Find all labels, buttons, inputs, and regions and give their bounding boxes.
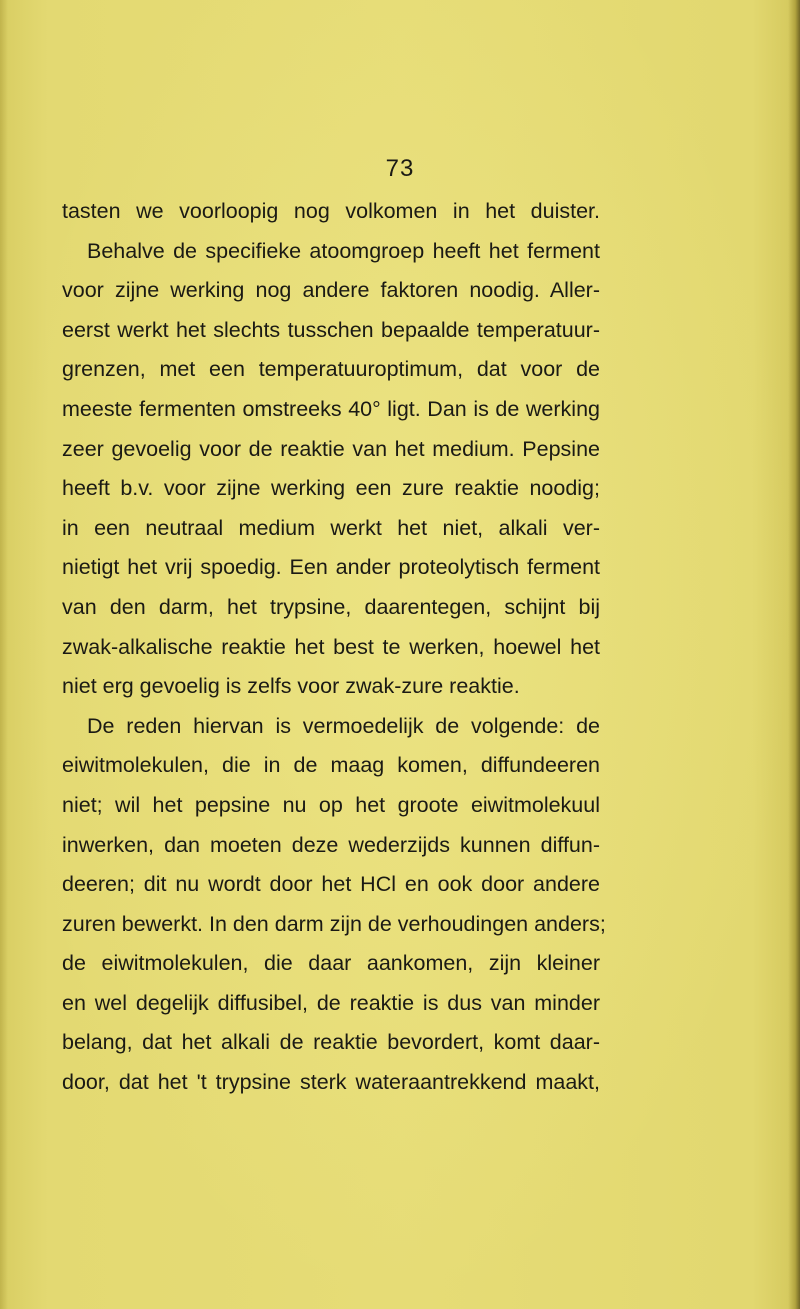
text-line: meeste fermenten omstreeks 40° ligt. Dan is de werking [62,396,600,421]
text-line: door, dat het 't trypsine sterk wateraantrekkend maakt, [62,1070,600,1095]
text-line: in een neutraal medium werkt het niet, alkali ver- [62,515,600,540]
text-line: nietigt het vrij spoedig. Een ander proteolytisch ferment [62,555,600,580]
text-line: grenzen, met een temperatuuroptimum, dat voor de [62,357,600,382]
page-right-edge [788,0,800,1309]
text-line: niet; wil het pepsine nu op het groote eiwitmolekuul [62,792,600,817]
text-line: zeer gevoelig voor de reaktie van het medium. Pepsine [62,436,600,461]
text-line: eiwitmolekulen, die in de maag komen, diffundeeren [62,753,600,778]
page-left-edge [0,0,8,1309]
text-line: heeft b.v. voor zijne werking een zure reaktie noodig; [62,476,600,501]
text-line: voor zijne werking nog andere faktoren noodig. Aller- [62,278,600,303]
text-line: niet erg gevoelig is zelfs voor zwak-zure reaktie. [62,674,520,699]
text-line: zuren bewerkt. In den darm zijn de verhoudingen anders; [62,911,606,936]
text-line: van den darm, het trypsine, daarentegen, schijnt bij [62,594,600,619]
text-line: eerst werkt het slechts tusschen bepaalde temperatuur- [62,317,600,342]
text-line: belang, dat het alkali de reaktie bevordert, komt daar- [62,1030,600,1055]
body-text [62,192,606,1103]
text-line: De reden hiervan is vermoedelijk de volgende: de [87,713,600,738]
text-line: tasten we voorloopig nog volkomen in het duister. [62,199,600,223]
text-line: Behalve de specifieke atoomgroep heeft het ferment [87,238,600,263]
page-number: 73 [385,155,415,182]
text-line: inwerken, dan moeten deze wederzijds kunnen diffun- [62,832,600,857]
text-line: en wel degelijk diffusibel, de reaktie is dus van minder [62,990,600,1015]
text-line: de eiwitmolekulen, die daar aankomen, zijn kleiner [62,951,600,976]
text-line: deeren; dit nu wordt door het HCl en ook door andere [62,872,600,897]
text-line: zwak-alkalische reaktie het best te werken, hoewel het [62,634,600,659]
